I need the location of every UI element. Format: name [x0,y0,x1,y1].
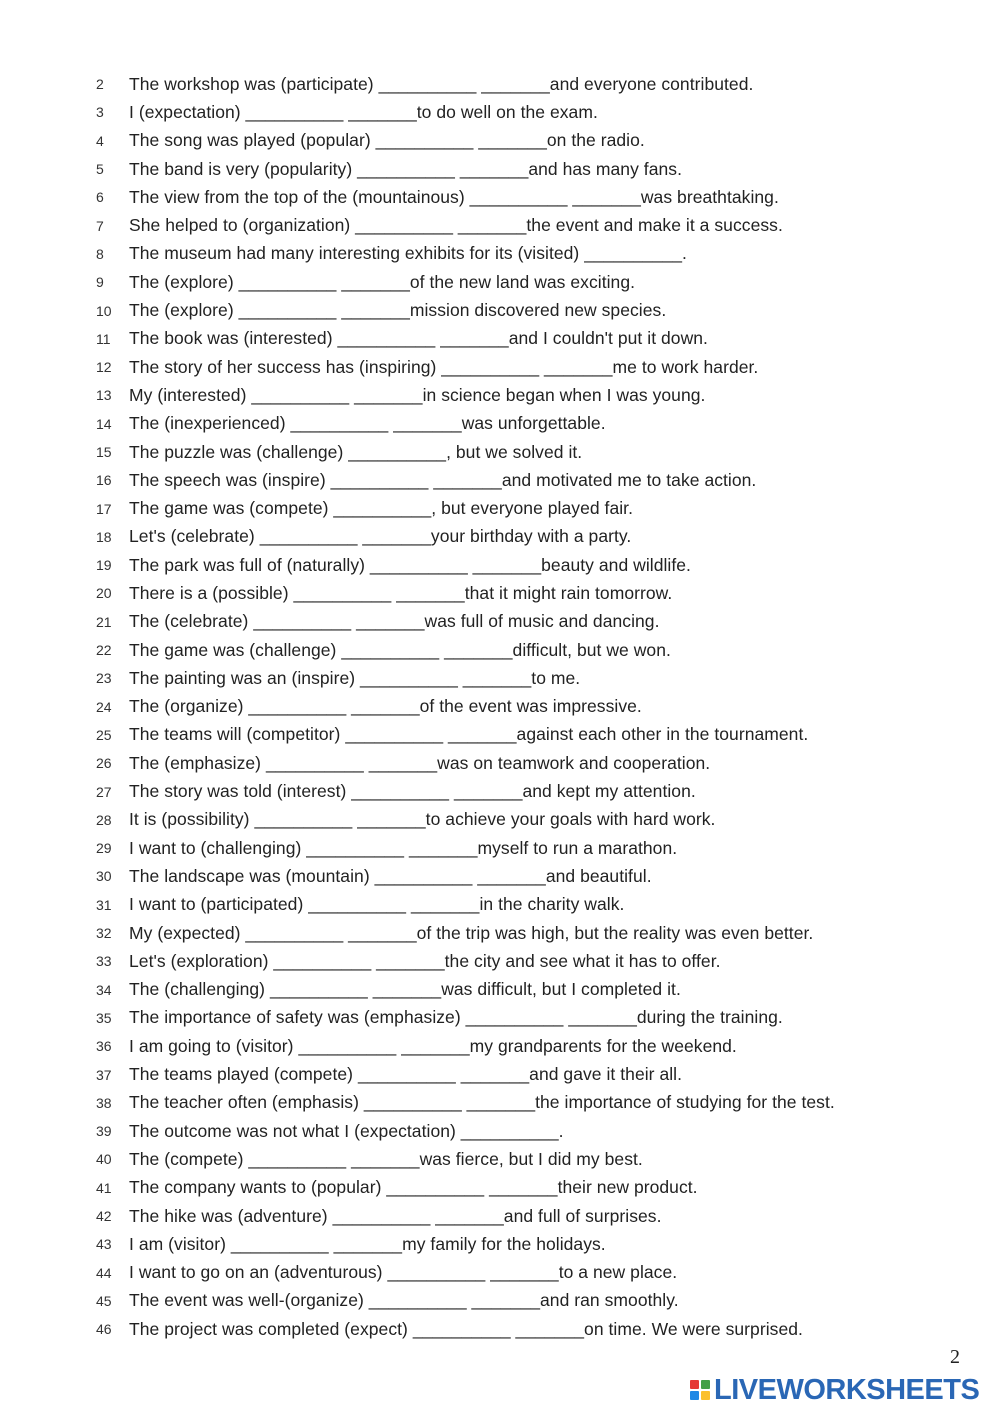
line-number: 14 [96,415,112,432]
line-number: 22 [96,642,112,659]
sentence-text: The importance of safety was (emphasize) __________ _______during the training. [129,1007,783,1028]
line-number: 41 [96,1179,112,1196]
sentence-text: The story of her success has (inspiring) __________ _______me to work harder. [129,356,759,377]
sentence-text: The story was told (interest) __________ _______and kept my attention. [129,781,696,802]
sentence-text: The (emphasize) __________ _______was on teamwork and cooperation. [129,752,711,773]
line-number: 44 [96,1264,112,1281]
sentence-text: The hike was (adventure) __________ _______and full of surprises. [129,1205,662,1226]
line-number: 26 [96,755,112,772]
sentence-text: The company wants to (popular) __________ _______their new product. [129,1177,698,1198]
list-item [96,1117,976,1145]
list-item [96,325,976,353]
line-number: 36 [96,1038,112,1055]
sentence-text: The game was (compete) __________, but everyone played fair. [129,498,634,519]
line-number: 27 [96,783,112,800]
line-number: 4 [96,132,104,149]
line-number: 38 [96,1094,112,1111]
exercise-list [96,70,976,1343]
line-number: 28 [96,811,112,828]
list-item [96,353,976,381]
sentence-text: The teacher often (emphasis) __________ _______the importance of studying for the test. [129,1092,835,1113]
sentence-text: I want to (challenging) __________ _______myself to run a marathon. [129,837,678,858]
logo-square-green [701,1380,710,1389]
sentence-text: The outcome was not what I (expectation) __________. [129,1120,564,1141]
line-number: 19 [96,557,112,574]
sentence-text: The (challenging) __________ _______was difficult, but I completed it. [129,979,681,1000]
line-number: 25 [96,726,112,743]
list-item [96,268,976,296]
liveworksheets-logo [690,1374,979,1406]
list-item [96,862,976,890]
list-item [96,1174,976,1202]
line-number: 16 [96,472,112,489]
sentence-text: The (inexperienced) __________ _______was unforgettable. [129,413,606,434]
page-number: 2 [950,1346,960,1368]
list-item [96,693,976,721]
list-item [96,494,976,522]
list-item [96,749,976,777]
sentence-text: The park was full of (naturally) __________ _______beauty and wildlife. [129,554,691,575]
list-item [96,891,976,919]
line-number: 10 [96,302,112,319]
line-number: 8 [96,245,104,262]
line-number: 18 [96,528,112,545]
line-number: 37 [96,1066,112,1083]
list-item [96,579,976,607]
sentence-text: There is a (possible) __________ _______that it might rain tomorrow. [129,582,673,603]
list-item [96,523,976,551]
list-item [96,70,976,98]
brand-name: LIVEWORKSHEETS [714,1373,980,1406]
list-item [96,636,976,664]
list-item [96,466,976,494]
sentence-text: She helped to (organization) __________ _______the event and make it a success. [129,215,783,236]
sentence-text: The workshop was (participate) __________ _______and everyone contributed. [129,73,754,94]
list-item [96,438,976,466]
sentence-text: The (explore) __________ _______mission discovered new species. [129,300,667,321]
list-item [96,183,976,211]
line-number: 20 [96,585,112,602]
line-number: 39 [96,1123,112,1140]
line-number: 42 [96,1208,112,1225]
line-number: 3 [96,104,104,121]
sentence-text: My (interested) __________ _______in science began when I was young. [129,384,706,405]
list-item [96,1089,976,1117]
sentence-text: Let's (exploration) __________ _______the city and see what it has to offer. [129,950,721,971]
line-number: 2 [96,76,104,93]
list-item [96,1287,976,1315]
list-item [96,381,976,409]
line-number: 34 [96,981,112,998]
list-item [96,410,976,438]
sentence-text: The song was played (popular) __________ _______on the radio. [129,130,645,151]
list-item [96,806,976,834]
line-number: 24 [96,698,112,715]
sentence-text: The (organize) __________ _______of the event was impressive. [129,696,642,717]
sentence-text: The (explore) __________ _______of the new land was exciting. [129,271,636,292]
line-number: 29 [96,840,112,857]
sentence-text: I want to go on an (adventurous) __________ _______to a new place. [129,1262,678,1283]
line-number: 6 [96,189,104,206]
line-number: 46 [96,1321,112,1338]
list-item [96,240,976,268]
line-number: 35 [96,1009,112,1026]
logo-square-yellow [701,1391,710,1400]
line-number: 5 [96,161,104,178]
list-item [96,834,976,862]
list-item [96,1004,976,1032]
line-number: 15 [96,444,112,460]
sentence-text: It is (possibility) __________ _______to achieve your goals with hard work. [129,809,716,830]
sentence-text: The speech was (inspire) __________ _______and motivated me to take action. [129,469,757,490]
sentence-text: I am going to (visitor) __________ _______my grandparents for the weekend. [129,1035,737,1056]
sentence-text: I am (visitor) __________ _______my family for the holidays. [129,1233,606,1254]
sentence-text: The view from the top of the (mountainous) __________ _______was breathtaking. [129,186,779,207]
list-item [96,98,976,126]
sentence-text: The (compete) __________ _______was fierce, but I did my best. [129,1148,643,1169]
line-number: 17 [96,500,112,517]
list-item [96,211,976,239]
list-item [96,1145,976,1173]
list-item [96,608,976,636]
line-number: 13 [96,387,112,404]
line-number: 12 [96,359,112,376]
list-item [96,976,976,1004]
line-number: 33 [96,953,112,970]
sentence-text: The painting was an (inspire) __________ _______to me. [129,667,581,688]
sentence-text: The puzzle was (challenge) __________, but we solved it. [129,441,583,462]
line-number: 32 [96,925,112,942]
logo-square-blue [690,1391,699,1400]
sentence-text: The project was completed (expect) __________ _______on time. We were surprised. [129,1318,803,1339]
line-number: 7 [96,217,104,234]
list-item [96,919,976,947]
logo-icon [690,1380,710,1400]
sentence-text: The (celebrate) __________ _______was full of music and dancing. [129,611,660,632]
logo-square-red [690,1380,699,1389]
list-item [96,721,976,749]
sentence-text: I (expectation) __________ _______to do well on the exam. [129,101,598,122]
list-item [96,1032,976,1060]
list-item [96,664,976,692]
sentence-text: Let's (celebrate) __________ _______your birthday with a party. [129,526,632,547]
sentence-text: The teams will (competitor) __________ _______against each other in the tournament. [129,724,809,745]
sentence-text: The teams played (compete) __________ _______and gave it their all. [129,1064,683,1085]
line-number: 45 [96,1292,112,1309]
list-item [96,1060,976,1088]
sentence-text: My (expected) __________ _______of the trip was high, but the reality was even better. [129,922,814,943]
list-item [96,296,976,324]
line-number: 40 [96,1151,112,1168]
list-item [96,1230,976,1258]
list-item [96,1258,976,1286]
list-item [96,551,976,579]
sentence-text: The museum had many interesting exhibits for its (visited) __________. [129,243,687,264]
line-number: 23 [96,670,112,687]
sentence-text: The landscape was (mountain) __________ _______and beautiful. [129,865,652,886]
list-item [96,1315,976,1343]
list-item [96,947,976,975]
sentence-text: The band is very (popularity) __________ _______and has many fans. [129,158,682,179]
list-item [96,1202,976,1230]
list-item [96,127,976,155]
line-number: 9 [96,274,104,291]
sentence-text: The event was well-(organize) __________ _______and ran smoothly. [129,1290,679,1311]
list-item [96,155,976,183]
line-number: 21 [96,613,112,630]
line-number: 43 [96,1236,112,1253]
line-number: 30 [96,868,112,885]
line-number: 31 [96,896,112,913]
line-number: 11 [96,330,111,347]
sentence-text: The book was (interested) __________ _______and I couldn't put it down. [129,328,708,349]
sentence-text: The game was (challenge) __________ _______difficult, but we won. [129,639,671,660]
sentence-text: I want to (participated) __________ _______in the charity walk. [129,894,625,915]
list-item [96,777,976,805]
